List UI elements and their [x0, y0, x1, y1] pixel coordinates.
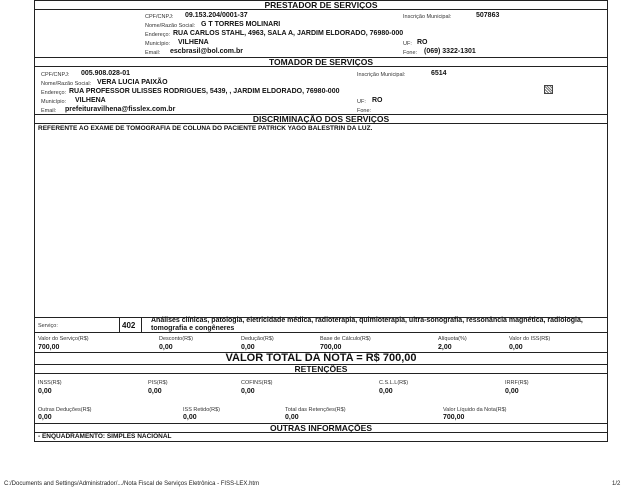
tomador-municipio-label: Município: — [41, 99, 67, 105]
tomador-nome-label: Nome/Razão Social: — [41, 81, 92, 87]
prestador-uf-label: UF: — [403, 41, 412, 47]
servico-codigo: 402 — [122, 321, 136, 330]
prestador-email-label: Email: — [145, 50, 161, 56]
valor-liquido-label: Valor Líquido da Nota(R$) — [443, 407, 507, 413]
csll: 0,00 — [379, 388, 393, 395]
aliquota: 2,00 — [438, 344, 452, 351]
irrf: 0,00 — [505, 388, 519, 395]
prestador-endereco: RUA CARLOS STAHL, 4963, SALA A, JARDIM ELDORADO, 76980-000 — [173, 30, 404, 37]
pis: 0,00 — [148, 388, 162, 395]
csll-label: C.S.L.L(R$) — [379, 380, 409, 386]
prestador-endereco-label: Endereço: — [145, 32, 171, 38]
tomador-cpf: 005.908.028-01 — [81, 70, 131, 77]
qrcode-icon — [544, 85, 553, 94]
prestador-im: 507863 — [476, 12, 500, 19]
deducao: 0,00 — [241, 344, 255, 351]
divider — [141, 317, 142, 332]
outras-informacoes-text: - ENQUADRAMENTO: SIMPLES NACIONAL — [38, 433, 172, 440]
prestador-fone-label: Fone: — [403, 50, 418, 56]
tomador-nome: VERA LUCIA PAIXÃO — [97, 79, 168, 86]
aliquota-label: Alíquota(%) — [438, 336, 467, 342]
tomador-uf: RO — [372, 97, 383, 104]
desconto: 0,00 — [159, 344, 173, 351]
deducao-label: Dedução(R$) — [241, 336, 274, 342]
prestador-municipio-label: Município: — [145, 41, 171, 47]
valor-liquido: 700,00 — [443, 414, 465, 421]
prestador-nome: G T TORRES MOLINARI — [201, 21, 281, 28]
tomador-title: TOMADOR DE SERVIÇOS — [35, 57, 607, 67]
valor-iss-label: Valor do ISS(R$) — [509, 336, 551, 342]
iss-retido: 0,00 — [183, 414, 197, 421]
inss-label: INSS(R$) — [38, 380, 62, 386]
total-retencoes-label: Total das Retenções(R$) — [285, 407, 346, 413]
outras-informacoes-title: OUTRAS INFORMAÇÕES — [35, 423, 607, 433]
desconto-label: Desconto(R$) — [159, 336, 193, 342]
cofins-label: COFINS(R$) — [241, 380, 273, 386]
tomador-email: prefeituravilhena@fisslex.com.br — [65, 106, 176, 113]
servico-descricao: Análises clínicas, patologia, eletricidade médica, radioterapia, quimioterapia, ultra-sonografia, ressonância magnética, radiologia, tomografia e congêneres — [151, 317, 583, 332]
retencoes-title: RETENÇÕES — [35, 364, 607, 374]
pis-label: PIS(R$) — [148, 380, 168, 386]
tomador-im: 6514 — [431, 70, 447, 77]
tomador-fone-label: Fone: — [357, 108, 372, 114]
footer-file-path: C:/Documents and Settings/Administrador/.../Nota Fiscal de Serviços Eletrônica - FISS-LEX.htm — [4, 481, 260, 487]
prestador-municipio: VILHENA — [178, 39, 209, 46]
prestador-cpf-label: CPF/CNPJ: — [145, 14, 174, 20]
prestador-uf: RO — [417, 39, 428, 46]
tomador-municipio: VILHENA — [75, 97, 106, 104]
tomador-cpf-label: CPF/CNPJ: — [41, 72, 70, 78]
discriminacao-text: REFERENTE AO EXAME DE TOMOGRAFIA DE COLUNA DO PACIENTE PATRICK YAGO BALESTRIN DA LUZ. — [38, 125, 373, 132]
prestador-nome-label: Nome/Razão Social: — [145, 23, 196, 29]
irrf-label: IRRF(R$) — [505, 380, 529, 386]
valor-servico: 700,00 — [38, 344, 60, 351]
iss-retido-label: ISS Retido(R$) — [183, 407, 220, 413]
prestador-cpf: 09.153.204/0001-37 — [185, 12, 248, 19]
total-retencoes: 0,00 — [285, 414, 299, 421]
tomador-email-label: Email: — [41, 108, 57, 114]
inss: 0,00 — [38, 388, 52, 395]
tomador-uf-label: UF: — [357, 99, 366, 105]
prestador-email: escbrasil@bol.com.br — [170, 48, 243, 55]
prestador-title: PRESTADOR DE SERVIÇOS — [35, 0, 607, 10]
nota-fiscal — [34, 0, 608, 442]
valor-total: VALOR TOTAL DA NOTA = R$ 700,00 — [225, 352, 417, 364]
tomador-endereco: RUA PROFESSOR ULISSES RODRIGUES, 5439, , JARDIM ELDORADO, 76980-000 — [69, 88, 340, 95]
base-calculo-label: Base de Cálculo(R$) — [320, 336, 371, 342]
valor-servico-label: Valor do Serviço(R$) — [38, 336, 89, 342]
footer-page-number: 1/2 — [612, 481, 621, 487]
base-calculo: 700,00 — [320, 344, 342, 351]
divider — [35, 332, 607, 333]
discriminacao-title: DISCRIMINAÇÃO DOS SERVIÇOS — [35, 114, 607, 124]
tomador-im-label: Inscrição Municipal: — [357, 72, 406, 78]
divider — [119, 317, 120, 332]
prestador-im-label: Inscrição Municipal: — [403, 14, 452, 20]
servico-label: Serviço: — [38, 323, 58, 329]
cofins: 0,00 — [241, 388, 255, 395]
valor-iss: 0,00 — [509, 344, 523, 351]
outras-deducoes-label: Outras Deduções(R$) — [38, 407, 92, 413]
tomador-endereco-label: Endereço: — [41, 90, 67, 96]
prestador-fone: (069) 3322-1301 — [424, 48, 476, 55]
outras-deducoes: 0,00 — [38, 414, 52, 421]
